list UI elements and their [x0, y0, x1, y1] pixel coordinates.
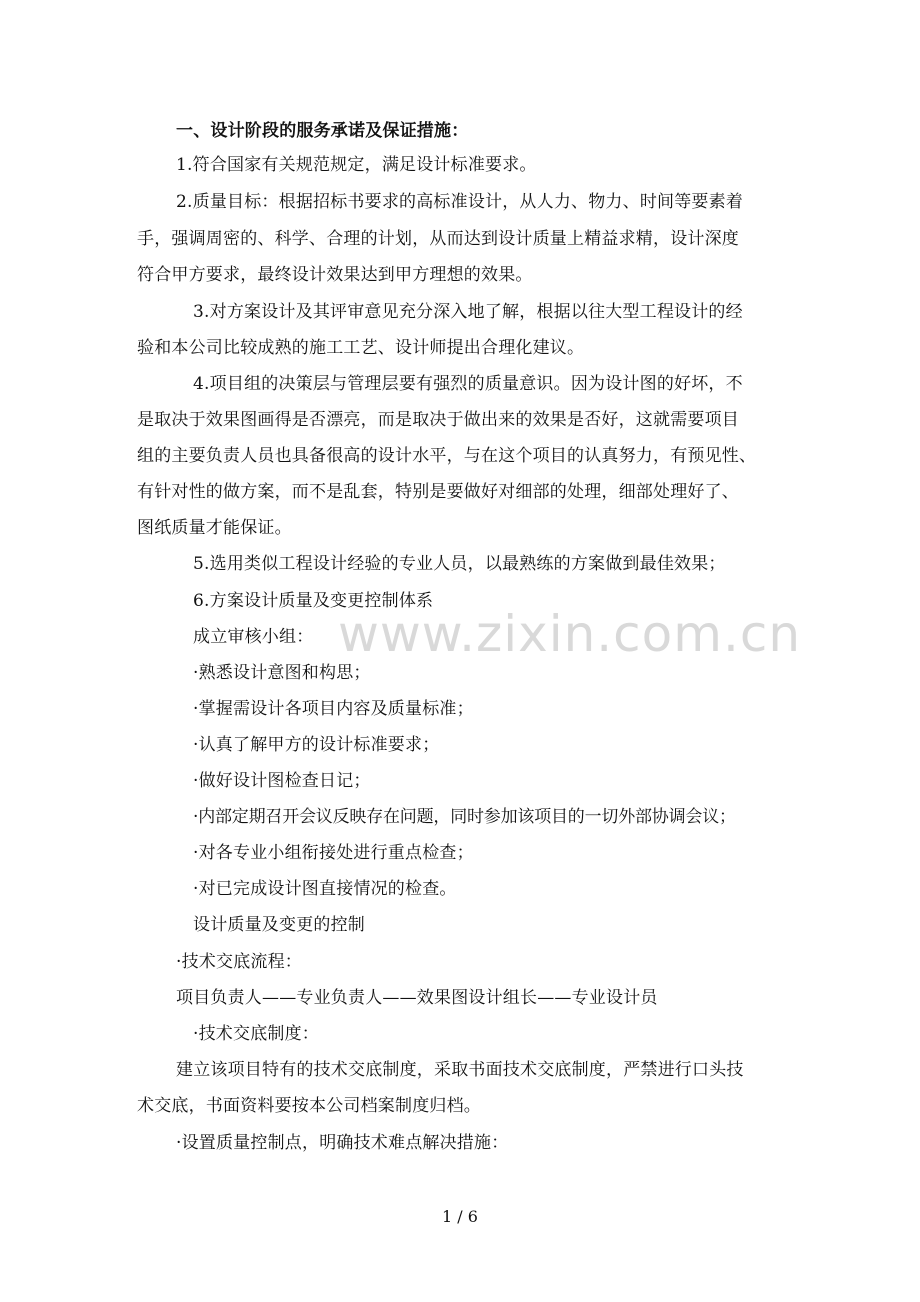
- paragraph-line: 建立该项目特有的技术交底制度，采取书面技术交底制度，严禁进行口头技: [176, 1060, 744, 1080]
- paragraph-line: 组的主要负责人员也具备很高的设计水平，与在这个项目的认真努力，有预见性、: [137, 446, 757, 466]
- paragraph-line: 4.项目组的决策层与管理层要有强烈的质量意识。因为设计图的好坏，不: [193, 374, 743, 394]
- paragraph-line: 有针对性的做方案，而不是乱套，特别是要做好对细部的处理，细部处理好了、: [137, 482, 739, 502]
- list-item: ·对已完成设计图直接情况的检查。: [193, 879, 457, 899]
- paragraph-line: 3.对方案设计及其评审意见充分深入地了解，根据以往大型工程设计的经: [193, 302, 743, 322]
- list-item: ·技术交底制度：: [193, 1024, 320, 1044]
- watermark: www.zixin.com.cn: [338, 605, 802, 663]
- list-item: ·熟悉设计意图和构思；: [193, 663, 371, 683]
- paragraph-line: 项目负责人——专业负责人——效果图设计组长——专业设计员: [176, 988, 658, 1008]
- paragraph-line: 手，强调周密的、科学、合理的计划，从而达到设计质量上精益求精，设计深度: [137, 229, 739, 249]
- list-item: ·设置质量控制点，明确技术难点解决措施：: [176, 1133, 509, 1153]
- list-item: ·掌握需设计各项目内容及质量标准；: [193, 699, 474, 719]
- paragraph-line: 6.方案设计质量及变更控制体系: [193, 591, 434, 611]
- paragraph-line: 5.选用类似工程设计经验的专业人员，以最熟练的方案做到最佳效果；: [193, 554, 726, 574]
- paragraph-line: 验和本公司比较成熟的施工工艺、设计师提出合理化建议。: [137, 338, 585, 358]
- section-heading: 一、设计阶段的服务承诺及保证措施：: [176, 121, 469, 141]
- page-number: 1 / 6: [442, 1207, 478, 1226]
- paragraph-line: 图纸质量才能保证。: [137, 518, 292, 538]
- paragraph-line: 1.符合国家有关规范规定，满足设计标准要求。: [176, 155, 537, 175]
- list-item: ·技术交底流程：: [176, 952, 303, 972]
- paragraph-line: 是取决于效果图画得是否漂亮，而是取决于做出来的效果是否好，这就需要项目: [137, 410, 739, 430]
- paragraph-line: 成立审核小组：: [193, 627, 314, 647]
- paragraph-line: 2.质量目标：根据招标书要求的高标准设计，从人力、物力、时间等要素着: [176, 192, 744, 212]
- list-item: ·做好设计图检查日记；: [193, 771, 371, 791]
- paragraph-line: 术交底，书面资料要按本公司档案制度归档。: [137, 1096, 481, 1116]
- list-item: ·内部定期召开会议反映存在问题，同时参加该项目的一切外部协调会议；: [193, 807, 736, 827]
- paragraph-line: 符合甲方要求，最终设计效果达到甲方理想的效果。: [137, 265, 533, 285]
- list-item: ·认真了解甲方的设计标准要求；: [193, 735, 440, 755]
- list-item: ·对各专业小组衔接处进行重点检查；: [193, 843, 474, 863]
- paragraph-line: 设计质量及变更的控制: [193, 915, 365, 935]
